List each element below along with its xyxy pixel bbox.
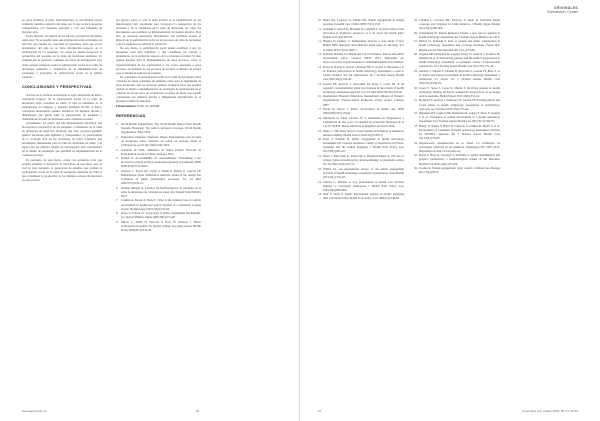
reference-item: [414, 141, 500, 153]
reference-item: [116, 220, 201, 232]
reference-item: [414, 18, 500, 30]
reference-text: Abelson J, Forest PG, Eyles J, Smith P, Martin E, Gauvin FP. Deliberations about deliberative methods: issues in the design and evaluation of public participation processes. Soc Sci Med 2003;57(2):239-51.: [121, 168, 201, 186]
reference-number: 26.: [414, 30, 418, 35]
reference-text: Facey K, Boivin A, Gracia J, Hansen HP, Lo Scalzo A, Mossman J, et al. Patients' perspectives in health technology assessment: a route to robust evidence and fair deliberation. Int J Technol Assess Health Care 2010;26(3):334-40.: [323, 64, 404, 82]
reference-text: Lopes E, Street J, Carter D, Merlin T. Involving patients in health technology funding decisions: stakeholder perspectives on processes used in Australia. Health Expect 2016;19(2):331-44.: [419, 85, 500, 98]
reference-text: Rowe G, Frewer LJ. A typology of public engagement mechanisms. Sci Technol Human Values 2005;30(2):251-90.: [121, 211, 201, 220]
left-column-2: [116, 18, 201, 403]
reference-number: 8.: [116, 211, 119, 216]
paragraph: Todos diversos, en opinión de los autores, encontraron relevantes entre estos. No es posible tener aún información sobre actividades de este tipo que pueden ser conocidas por pacientes, dado que en los documentos del país no se tiene información respecto de la participación de los pacientes, los cuales no suelen incorporar la perspectiva del paciente en la toma de decisiones sanitarias. Es evidente que es necesario continuar esta línea de investigación para poder generar evidencia sobre la participación social en la toma de decisiones sanitarias y evaluación de la implementación de estrategias y programas de participación social en el ámbito sanitario.: [22, 34, 102, 79]
reference-number: 29.: [414, 68, 418, 73]
reference-number: 35.: [414, 153, 418, 158]
reference-item: [318, 129, 404, 137]
reference-number: 12.: [318, 39, 322, 44]
section-heading-references: REFERENCIAS.: [116, 114, 147, 119]
reference-text: Dipankui MT, Gagnon MP, Desmartis M, Légaré F, Piron F, Gagnon J, et al. Evaluation of patient involvement in a health technology assessment. Int J Technol Assess Health Care 2015;31(3):166-70.: [419, 111, 500, 124]
reference-item: [318, 39, 404, 51]
reference-number: 34.: [414, 140, 418, 145]
reference-text: Menon D, Stafinski T. Role of patient and public participation in health technology assessment and coverage decisions. Expert Rev Pharmacoecon Outcomes Res 2011;11(1):75-89.: [419, 39, 500, 52]
reference-item: [318, 167, 404, 179]
funding-label: Financiamiento:: [116, 103, 137, 108]
section-heading-conclusions: CONCLUSIONES Y PERSPECTIVAS.: [22, 84, 93, 89]
reference-item: [318, 107, 404, 115]
reference-text: Bruni RA, Laupacis A, Martin DK. Public engagement in setting priorities in health care. CMAJ 2008;179(1):15-8.: [323, 18, 404, 27]
reference-text: Ministerio de Salud. Decreto N° 2. Determina los diagnósticos y tratamientos de alto costo con sistema de protección financiera de la Ley N° 20.850. Diario Oficial de la República de Chile; 2016.: [323, 115, 404, 128]
reference-number: 30.: [414, 85, 418, 90]
reference-item: [414, 98, 500, 110]
reference-item: [318, 18, 404, 26]
reference-item: [318, 52, 404, 64]
reference-number: 18.: [318, 115, 322, 120]
reference-item: [414, 69, 500, 85]
reference-item: [318, 192, 404, 200]
reference-number: 19.: [318, 128, 322, 133]
paragraph: en estos términos. A nivel latinoamericano se encontraron escasa evidencia científica respecto del tema, por lo que se hace necesario complementar con literatura relevante y con una búsqueda de literatura gris.: [22, 18, 102, 35]
reference-number: 11.: [318, 26, 322, 31]
reference-item: [318, 82, 404, 94]
footer-left: Avenuga Prisco N.: [22, 409, 47, 413]
reference-item: [116, 135, 201, 147]
reference-item: [414, 39, 500, 51]
reference-number: 22.: [318, 166, 322, 171]
reference-item: [318, 94, 404, 106]
reference-text: Cubillos L, Escobar ML, Pavlovic S, Iunes R. Universal health coverage and litigation in Latin America. J Health Organ Manag 2012;26(3):390-406.: [419, 18, 500, 31]
reference-number: 32.: [414, 111, 418, 116]
reference-number: 15.: [318, 81, 322, 86]
reference-text: Florin D, Dixon J. Public involvement in health care. BMJ 2004;328(7432):159-61.: [323, 107, 404, 116]
reference-item: [318, 65, 404, 81]
reference-item: [116, 211, 201, 219]
reference-number: 7.: [116, 198, 119, 203]
reference-text: Abelson J, Wagner F, DeJean D, Boesveld S, Gauvin FP, Bean S, et al. Public and patient involvement in health technology assessment: a framework for action. Int J Technol Assess Health Care 2016;32(4):256-64.: [419, 68, 500, 86]
reference-text: Conklin A, Morris Z, Nolte E. What is the evidence base for public involvement in health-care policy? Results of a systematic scoping review. Health Expect 2015;18(2):153-65.: [121, 198, 201, 211]
reference-item: [318, 116, 404, 128]
reference-text: Charles C, DeMaio S. Lay participation in health care decision making: a conceptual framework. J Health Polit Policy Law 1993;18(4):881-904.: [323, 179, 404, 192]
funding-line: [116, 104, 201, 108]
reference-number: 4.: [116, 156, 119, 161]
reference-text: Daniels N. Accountability for reasonableness. Establishing a fair process for priority setting is easier than agreeing on principles. BMJ 2000;321(7272):1300-1.: [121, 156, 201, 169]
reference-text: Ocampo-Melgar A, Lavados M. Representación de pacientes en la toma de decisiones de cobertura en salud. Rev Panam Salud Pública 2017.: [121, 185, 201, 198]
reference-number: 33.: [414, 123, 418, 128]
reference-item: [414, 52, 500, 68]
paragraph: Un aspecto sobre el cual se debe avanzar es la identificación de las metodologías más apropiadas para incorporar la perspectiva de los pacientes y de la ciudadanía en la toma de decisiones, así como los mecanismos que permitan su implementación de manera efectiva. Para ello, es necesario desarrollar herramientas que permitan evaluar el impacto de la participación social en los procesos de toma de decisiones y en los resultados en salud de la población.: [116, 18, 201, 47]
reference-text: Street J, Duszynski K, Krawczyk S, Braunack-Mayer A. The use of citizens' juries in health policy decision-making: A systematic review. Soc Sci Med 2014;109:1-9.: [323, 154, 404, 167]
reference-number: 23.: [318, 179, 322, 184]
paragraph: A través de la revisión de literatura se logró desarrollar un marco conceptual respecto de la participación social en la toma de decisiones sobre cobertura en salud. Si bien el fenómeno de la participación es complejo, y presenta múltiples niveles, el marco conceptual desarrollado permite identificar los distintos niveles y dimensiones que puede tener la participación de pacientes y ciudadanía en la toma de decisiones sobre cobertura en salud.: [22, 92, 102, 122]
reference-item: [116, 148, 201, 156]
reference-item: [116, 122, 201, 134]
reference-number: 21.: [318, 154, 322, 159]
right-column-1: [318, 18, 404, 403]
reference-item: [116, 186, 201, 198]
reference-text: Gobierno de Chile, Ministerio de Salud. Política Nacional de Participación Social en Salud. Santiago; 2015.: [121, 147, 201, 156]
reference-number: 25.: [414, 18, 418, 22]
reference-item: [318, 137, 404, 153]
reference-item: [318, 180, 404, 192]
reference-text: International Hospital Federation. International Alliance of Patients' Organizations. Patient-centred healthcare: Policy review. London; 2007.: [323, 94, 404, 107]
reference-item: [318, 154, 404, 166]
header-section: ORIGINALES: [553, 6, 578, 10]
reference-number: 14.: [318, 64, 322, 69]
reference-number: 1.: [116, 122, 119, 127]
reference-text: Mitton C, Smith N, Peacock S, Evoy B, Abelson J. Public participation in health care priority setting: A scoping review. Health Policy 2009;91(3):219-28.: [121, 219, 201, 232]
right-page: [300, 0, 600, 421]
reference-item: [414, 153, 500, 165]
reference-item: [116, 156, 201, 168]
paragraph: Es necesario, de este modo, contar con evidencia local que permita sustentar el desarrollo de iniciativas en esta línea, para lo cual se hace necesario la generación de estudios que evalúen la participación social en la toma de decisiones sanitarias en Chile y que consideren la perspectiva de los distintos actores involucrados en este proceso.: [22, 157, 102, 182]
reference-item: [414, 31, 500, 39]
reference-item: [414, 166, 500, 174]
reference-number: 36.: [414, 166, 418, 171]
reference-number: 5.: [116, 168, 119, 173]
reference-number: 3.: [116, 147, 119, 152]
reference-text: Hailey D, Werko S, Bakri R, Cameron A, Göhlen B, Myles S, et al. Involvement of consumers in health technology assessment activities by INAHTA agencies. Int J Technol Assess Health Care 2013;29(1):79-83.: [419, 123, 500, 141]
page-number-right: 67: [318, 409, 322, 413]
reference-text: Bombard Y, Abelson J, Simeonov D, Gauvin FP. Eliciting ethical and social values in health technology assessment: A participatory approach. Soc Sci Med 2011;73(1):135-44.: [419, 98, 500, 111]
reference-text: Gauvin FP, Abelson J, Giacomini M, Eyles J, Lavis JN. 'It all depends': conceptualizing public involvement in the context of health technology assessment agencies. Soc Sci Med 2010;70(10):1518-26.: [323, 81, 404, 94]
running-header: [547, 6, 578, 14]
reference-item: [116, 169, 201, 185]
reference-number: 24.: [318, 192, 322, 197]
reference-number: 28.: [414, 52, 418, 57]
reference-text: Schulenberg M. Patient Reference Panels: a new role for patients in health technology assessment. Int J Technol Assess Health Care 2013.: [419, 30, 500, 39]
reference-number: 20.: [318, 137, 322, 142]
paragraph: Actualmente, los países que han implementado iniciativas que incorporan la perspectiva de los pacientes y ciudadanos en la toma de decisiones en salud han mostrado que estos procesos permiten generar decisiones más legítimas y transparentes. La participación de la sociedad civil en las decisiones de salud constituye una herramienta fundamental para la toma de decisiones en salud, y se espera que los distintos niveles de participación sean considerados en el diseño de estrategias que permitan su implementación en el contexto nacional.: [22, 121, 102, 158]
reference-text: Ormazabal, Gimenez, Sandoval, Vargas. Planteamiento para la toma de decisiones sobre cobertura en salud: un enfoque desde la participación social. Rev Méd Chile 2016.: [121, 134, 201, 147]
reference-item: [414, 124, 500, 140]
page-number-left: 66: [196, 409, 200, 413]
reference-item: [414, 86, 500, 98]
funding-text: Fondo SA 14I0288.: [136, 103, 160, 108]
paragraph: De este modo, la participación social puede contribuir a que las decisiones sean más legítimas, y que consideren los valores y preferencias de la población respecto de la cobertura en salud. Si bien existen desafíos para la implementación de estos procesos, como la representatividad de los participantes y los costos asociados a estos procesos, su inclusión en los procesos de decisión constituye un avance para el sistema de salud en su conjunto.: [116, 46, 201, 75]
reference-number: 31.: [414, 98, 418, 103]
reference-text: Coulter A. Patient engagement: what works? J Ambul Care Manage 2012;35(2):80-9.: [419, 166, 500, 175]
reference-text: Kreis J, Schmidt H. Public engagement in health technology assessment and coverage decisions: a study of experiences in France, Germany, and the United Kingdom. J Health Polit Policy Law 2013;38(1):89-122.: [323, 137, 404, 154]
reference-text: Gagnon MP, Desmartis M, Lepage-Savary D, Gagnon J, St-Pierre M, Rhainds M, et al. Introducing patients' and the public's perspectives to health technology assessment: A systematic review of international experiences. Int J Technol Assess Health Care 2011;27(1):31-42.: [419, 52, 500, 69]
footer-right: Cuad Méd Soc (Chile) 2018, 58 (1): 59-65: [522, 409, 578, 413]
right-column-2: [414, 18, 500, 403]
header-authors: Gunnarsson, Ceriani: [546, 10, 578, 15]
reference-text: Organización Panamericana de la Salud. La evaluación de tecnologías sanitarias en las Américas. Washington DC: OPS; 2012. Disponible en: http://www.paho.org: [419, 140, 500, 153]
left-column-1: [22, 18, 102, 403]
reference-number: 10.: [318, 18, 322, 22]
reference-text: Dolan P, Shaw R, Tsuchiya A, Williams A. QALY maximisation and people's preferences: a methodological review of the literature. Health Econ 2005;14(2):197-208.: [419, 153, 500, 166]
paragraph: En conclusión, la participación social en la toma de decisiones sobre cobertura en salud constituye un elemento clave para la legitimidad de estas decisiones. Aún es necesario generar evidencia local que permita orientar el diseño e implementación de estrategias de participación en el contexto de los procesos de priorización en salud, de modo que puedan considerarse los distintos niveles y dimensiones identificadas en la presente revisión de literatura.: [116, 74, 201, 103]
reference-text: Wait S, Nolte E. Public involvement policies in health: exploring their conceptual basis. Health Econ Policy Law 2006;1(2):149-62.: [323, 192, 404, 201]
reference-item: [414, 111, 500, 123]
reference-item: [116, 198, 201, 210]
reference-number: 16.: [318, 94, 322, 99]
reference-text: Stafinski T, Menon D, Marshall D, Caulfield T. Societal values in the allocation of healthcare resources: is it all about the health gain? Patient 2011;4(4):207-25.: [323, 26, 404, 39]
reference-number: 17.: [318, 107, 322, 112]
reference-item: [318, 27, 404, 39]
reference-number: 2.: [116, 134, 119, 139]
reference-number: 6.: [116, 185, 119, 190]
reference-text: National Institute for Health and Care Excellence. Patient and public involvement policy. London: NICE; 2013. Disponible en: https://www.nice.org.uk/about/nice-communities/public-involvement: [323, 52, 404, 65]
reference-number: 13.: [318, 52, 322, 57]
reference-text: World Health Organization. The World Health Report 2010. Health Systems Financing: The path to universal coverage. World Health Organization; Press 2010.: [121, 122, 201, 135]
reference-number: 27.: [414, 39, 418, 44]
reference-text: Whitty JA. An international survey of the public engagement practices of health technology assessment organizations. Value Health 2013;16(1):155-63.: [323, 166, 404, 179]
reference-number: 9.: [116, 219, 119, 224]
reference-text: Hughes D, Doheny S. Deliberating Tarceva: a case study of how British NHS managers and clinicians make sense of rationing. Soc Sci Med 2011;73(12):1690-7.: [323, 39, 404, 52]
reference-text: Mateo J. Still many moves toward patient participation in healthcare decision making. Health Expect 2016;19(5):1007-9.: [323, 128, 404, 137]
